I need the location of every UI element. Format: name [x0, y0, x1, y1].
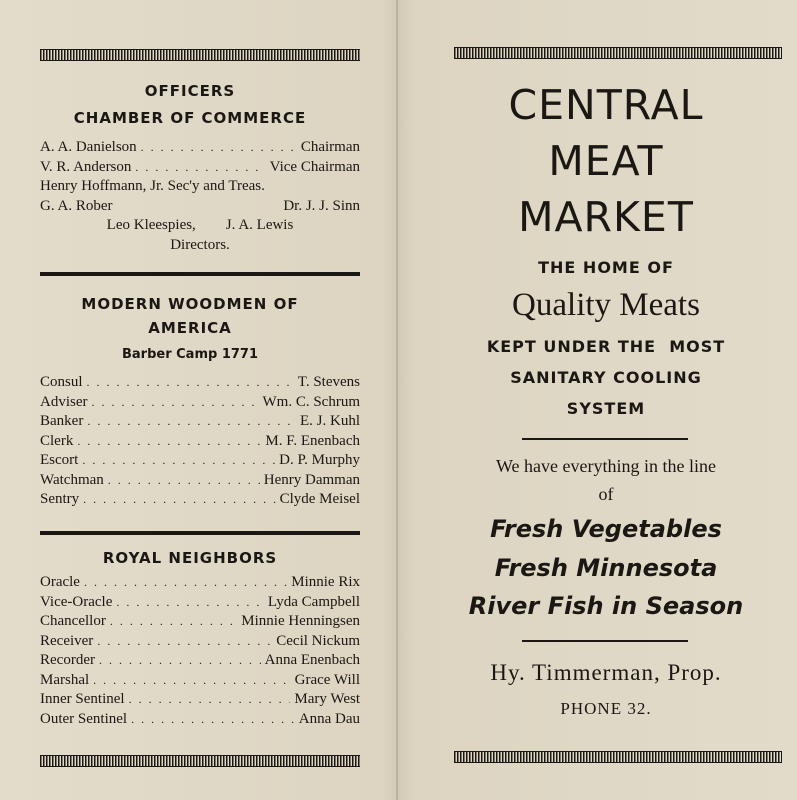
dot-leader: [129, 690, 291, 710]
officer-name: Cecil Nickum: [276, 632, 360, 649]
office-label: Receiver: [40, 632, 94, 649]
office-label: Watchman: [40, 471, 104, 488]
office-label: Clerk: [40, 432, 74, 449]
officers-list: [40, 138, 360, 255]
of-text: of: [598, 484, 614, 504]
woodmen-officers-list: [40, 373, 360, 510]
fresh-vegetables-text: Fresh Vegetables: [490, 515, 722, 543]
neighbors-row: [40, 612, 360, 632]
dot-leader: [116, 593, 264, 613]
dot-leader: [131, 710, 295, 730]
officer-title: Chairman: [300, 139, 360, 155]
office-label: Consul: [40, 374, 83, 390]
office-label: Vice-Oracle: [40, 593, 113, 610]
dot-leader: [83, 490, 275, 510]
dot-leader: [87, 373, 294, 393]
neighbors-row: [40, 671, 360, 691]
title-meat: MEAT: [548, 137, 664, 185]
officer-name: E. J. Kuhl: [300, 413, 360, 429]
directors-label: Directors.: [170, 236, 230, 253]
dot-leader: [84, 573, 287, 593]
dot-leader: [92, 393, 259, 413]
woodmen-row: [40, 373, 360, 393]
office-label: Outer Sentinel: [40, 710, 128, 727]
neighbors-row: [40, 632, 360, 652]
royal-neighbors-heading: ROYAL NEIGHBORS: [102, 549, 278, 567]
dot-leader: [93, 671, 291, 691]
dot-leader: [99, 651, 261, 671]
dot-leader: [141, 138, 297, 158]
officer-name: Mary West: [294, 691, 360, 707]
officer-row: [40, 158, 360, 178]
camp-label: Barber Camp 1771: [121, 347, 259, 362]
neighbors-row: [40, 651, 360, 671]
officer-name: Henry Damman: [263, 471, 360, 488]
section-divider: [40, 531, 360, 535]
office-label: Adviser: [40, 393, 88, 410]
fresh-minnesota-text: Fresh Minnesota: [494, 554, 718, 582]
divider-rule: [522, 640, 688, 642]
officer-name: M. F. Enenbach: [265, 432, 360, 449]
woodmen-row: [40, 451, 360, 471]
dot-leader: [110, 612, 237, 632]
bottom-ornament-border: [454, 751, 782, 763]
left-panel: [20, 0, 360, 800]
officer-name: T. Stevens: [297, 374, 360, 390]
office-label: Inner Sentinel: [40, 691, 125, 707]
director-name: G. A. Rober: [40, 197, 113, 214]
neighbors-row: [40, 573, 360, 593]
officer-name: Grace Will: [294, 671, 360, 688]
woodmen-heading-america: AMERICA: [148, 319, 232, 337]
dot-leader: [82, 451, 275, 471]
officer-title: Vice Chairman: [269, 158, 360, 175]
officer-name: A. A. Danielson: [40, 139, 137, 155]
dot-leader: [108, 471, 260, 491]
top-ornament-border: [40, 49, 360, 61]
woodmen-row: [40, 490, 360, 510]
top-ornament-border: [454, 47, 782, 59]
royal-neighbors-list: [40, 573, 360, 729]
woodmen-row: [40, 393, 360, 413]
office-label: Chancellor: [40, 613, 106, 629]
phone-text: PHONE 32.: [560, 699, 652, 718]
kept-under-text: KEPT UNDER THE MOST: [486, 337, 726, 356]
officer-name: Minnie Henningsen: [241, 613, 360, 629]
woodmen-row: [40, 471, 360, 491]
neighbors-row: [40, 690, 360, 710]
divider-rule: [522, 438, 688, 440]
officer-name: Wm. C. Schrum: [262, 393, 360, 410]
dot-leader: [97, 632, 272, 652]
bottom-ornament-border: [40, 755, 360, 767]
officer-name: D. P. Murphy: [279, 452, 360, 468]
directors-line: Leo Kleespies, J. A. Lewis: [106, 217, 294, 233]
officer-name: Anna Enenbach: [264, 652, 360, 668]
officer-row: [40, 138, 360, 158]
office-label: Recorder: [40, 652, 95, 668]
center-fold: [396, 0, 398, 800]
office-label: Banker: [40, 413, 84, 429]
officer-name: V. R. Anderson: [40, 158, 132, 175]
proprietor-text: Hy. Timmerman, Prop.: [490, 660, 722, 685]
secretary-line: Henry Hoffmann, Jr. Sec'y and Treas.: [40, 178, 265, 194]
woodmen-heading: MODERN WOODMEN OF: [81, 295, 299, 313]
dot-leader: [87, 412, 296, 432]
right-panel: [430, 0, 782, 800]
office-label: Sentry: [40, 491, 80, 507]
directors-line: [40, 197, 360, 217]
chamber-of-commerce-heading: CHAMBER OF COMMERCE: [73, 109, 307, 127]
dot-leader: [135, 158, 265, 178]
office-label: Marshal: [40, 671, 90, 688]
neighbors-row: [40, 710, 360, 730]
director-name: Dr. J. J. Sinn: [283, 197, 360, 214]
river-fish-text: River Fish in Season: [468, 592, 744, 620]
section-divider: [40, 272, 360, 276]
office-label: Oracle: [40, 574, 80, 590]
officer-name: Lyda Campbell: [267, 593, 360, 610]
woodmen-row: [40, 432, 360, 452]
officer-name: Minnie Rix: [291, 574, 360, 590]
home-of-text: THE HOME OF: [538, 258, 674, 277]
officer-name: Clyde Meisel: [279, 491, 360, 507]
officer-name: Anna Dau: [298, 710, 360, 727]
dot-leader: [77, 432, 261, 452]
neighbors-row: [40, 593, 360, 613]
everything-text: We have everything in the line: [496, 456, 716, 476]
title-central: CENTRAL: [508, 81, 704, 129]
title-market: MARKET: [518, 193, 694, 241]
office-label: Escort: [40, 452, 79, 468]
woodmen-row: [40, 412, 360, 432]
quality-meats-text: Quality Meats: [512, 287, 700, 323]
officers-heading: OFFICERS: [144, 82, 236, 100]
sanitary-cooling-text: SANITARY COOLING: [510, 368, 702, 387]
system-text: SYSTEM: [566, 399, 646, 418]
